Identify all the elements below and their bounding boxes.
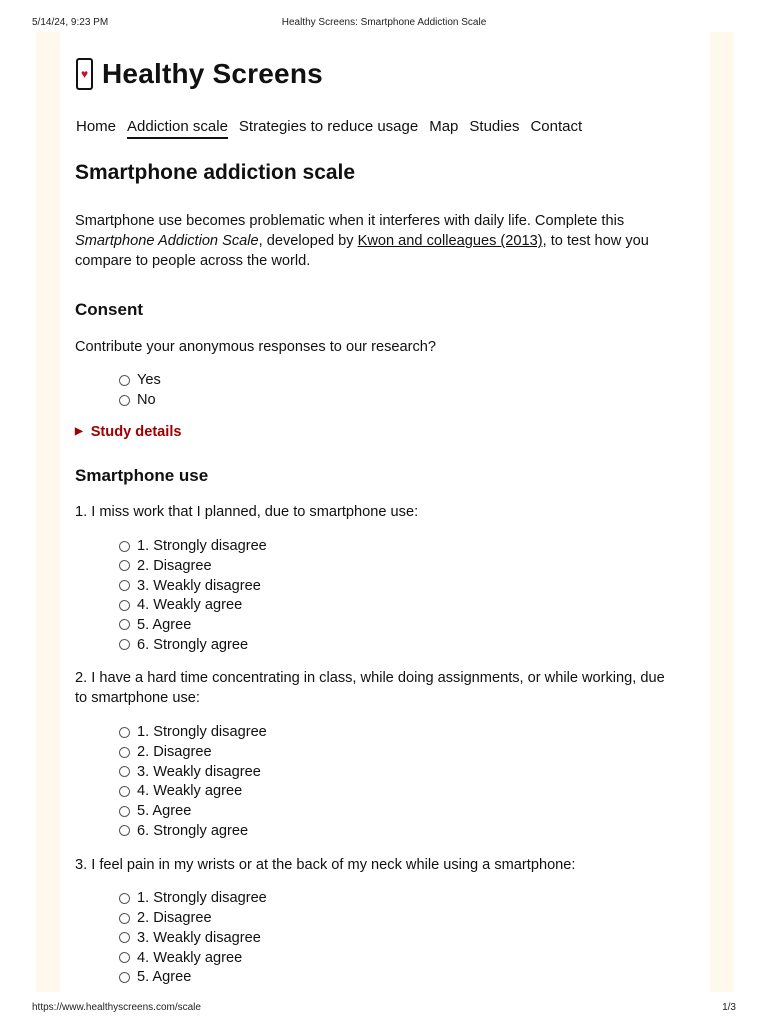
intro-emphasis: Smartphone Addiction Scale xyxy=(75,233,259,250)
option-label: 3. Weakly disagree xyxy=(137,577,261,594)
option-label: 2. Disagree xyxy=(137,910,212,927)
consent-option-no[interactable] xyxy=(119,390,675,410)
brand[interactable] xyxy=(76,54,323,94)
q3-option-1[interactable] xyxy=(119,889,675,909)
q1-option-6[interactable] xyxy=(119,635,675,655)
q2-option-4[interactable] xyxy=(119,782,675,802)
q2-option-1[interactable] xyxy=(119,722,675,742)
print-header xyxy=(0,0,768,30)
radio-button[interactable] xyxy=(119,766,130,777)
radio-button[interactable] xyxy=(119,727,130,738)
radio-button[interactable] xyxy=(119,786,130,797)
question-1: 1. I miss work that I planned, due to smartphone use: xyxy=(75,504,419,521)
option-label: 3. Weakly disagree xyxy=(137,763,261,780)
radio-button[interactable] xyxy=(119,600,130,611)
q1-option-5[interactable] xyxy=(119,615,675,635)
option-label: 6. Strongly agree xyxy=(137,636,249,653)
main-nav xyxy=(76,118,593,139)
q2-option-5[interactable] xyxy=(119,801,675,821)
page xyxy=(60,32,710,992)
radio-button[interactable] xyxy=(119,913,130,924)
radio-button[interactable] xyxy=(119,806,130,817)
question-2-options xyxy=(119,722,675,840)
consent-options xyxy=(119,371,675,410)
heart-icon: ♥ xyxy=(80,67,89,81)
study-details-label: Study details xyxy=(90,423,182,440)
nav-addiction-scale[interactable]: Addiction scale xyxy=(127,118,228,139)
radio-button[interactable] xyxy=(119,972,130,983)
question-3: 3. I feel pain in my wrists or at the back of my neck while using a smartphone: xyxy=(75,856,576,873)
q1-option-2[interactable] xyxy=(119,556,675,576)
left-side-band xyxy=(36,32,60,992)
nav-map[interactable]: Map xyxy=(429,118,459,135)
q3-option-3[interactable] xyxy=(119,928,675,948)
phone-heart-icon xyxy=(76,58,93,90)
option-label: 1. Strongly disagree xyxy=(137,538,267,555)
option-label: 4. Weakly agree xyxy=(137,949,243,966)
option-label: 5. Agree xyxy=(137,803,192,820)
q2-option-2[interactable] xyxy=(119,742,675,762)
print-date: 5/14/24, 9:23 PM xyxy=(32,17,109,28)
intro-text-2: , developed by xyxy=(258,233,358,250)
radio-button[interactable] xyxy=(119,541,130,552)
option-label: 5. Agree xyxy=(137,616,192,633)
intro-text-1: Smartphone use becomes problematic when it interferes with daily life. Complete this xyxy=(75,213,625,230)
radio-button[interactable] xyxy=(119,375,130,386)
radio-button[interactable] xyxy=(119,747,130,758)
nav-contact[interactable]: Contact xyxy=(530,118,583,135)
option-label: 6. Strongly agree xyxy=(137,822,249,839)
question-2: 2. I have a hard time concentrating in class, while doing assignments, or while working, due to smartphone use: xyxy=(75,670,665,707)
option-label: No xyxy=(137,392,156,409)
consent-option-yes[interactable] xyxy=(119,371,675,391)
radio-button[interactable] xyxy=(119,932,130,943)
option-label: 5. Agree xyxy=(137,969,192,986)
option-label: 2. Disagree xyxy=(137,557,212,574)
option-label: 1. Strongly disagree xyxy=(137,890,267,907)
radio-button[interactable] xyxy=(119,560,130,571)
q3-option-5[interactable] xyxy=(119,967,675,987)
question-3-options xyxy=(119,889,675,987)
main-content xyxy=(75,160,675,1001)
disclosure-triangle-icon: ▶ xyxy=(75,426,83,438)
nav-home[interactable]: Home xyxy=(76,118,117,135)
print-url: https://www.healthyscreens.com/scale xyxy=(32,1002,201,1013)
radio-button[interactable] xyxy=(119,619,130,630)
nav-strategies[interactable]: Strategies to reduce usage xyxy=(238,118,419,135)
consent-heading: Consent xyxy=(75,300,143,320)
q3-option-2[interactable] xyxy=(119,908,675,928)
radio-button[interactable] xyxy=(119,395,130,406)
consent-question: Contribute your anonymous responses to our research? xyxy=(75,338,436,355)
q1-option-3[interactable] xyxy=(119,576,675,596)
q2-option-6[interactable] xyxy=(119,821,675,841)
radio-button[interactable] xyxy=(119,825,130,836)
nav-studies[interactable]: Studies xyxy=(469,118,520,135)
question-1-options xyxy=(119,536,675,654)
q2-option-3[interactable] xyxy=(119,762,675,782)
option-label: 1. Strongly disagree xyxy=(137,724,267,741)
option-label: Yes xyxy=(137,372,161,389)
brand-name: Healthy Screens xyxy=(102,58,323,89)
page-title: Smartphone addiction scale xyxy=(75,161,356,184)
print-footer xyxy=(0,996,768,1024)
q1-option-4[interactable] xyxy=(119,595,675,615)
radio-button[interactable] xyxy=(119,580,130,591)
print-page-count: 1/3 xyxy=(722,1002,736,1013)
smartphone-use-heading: Smartphone use xyxy=(75,465,209,485)
intro-text-3: , to test how you compare to people across the world. xyxy=(75,233,649,270)
right-side-band xyxy=(710,32,734,992)
q1-option-1[interactable] xyxy=(119,536,675,556)
study-details-toggle[interactable] xyxy=(75,424,675,440)
radio-button[interactable] xyxy=(119,893,130,904)
q3-option-4[interactable] xyxy=(119,948,675,968)
radio-button[interactable] xyxy=(119,952,130,963)
option-label: 2. Disagree xyxy=(137,744,212,760)
intro-paragraph xyxy=(75,211,675,271)
option-label: 3. Weakly disagree xyxy=(137,929,261,946)
radio-button[interactable] xyxy=(119,639,130,650)
print-doc-title: Healthy Screens: Smartphone Addiction Scale xyxy=(281,17,487,28)
kwon-reference-link[interactable]: Kwon and colleagues (2013) xyxy=(357,233,543,250)
option-label: 4. Weakly agree xyxy=(137,597,243,614)
option-label: 4. Weakly agree xyxy=(137,783,243,800)
